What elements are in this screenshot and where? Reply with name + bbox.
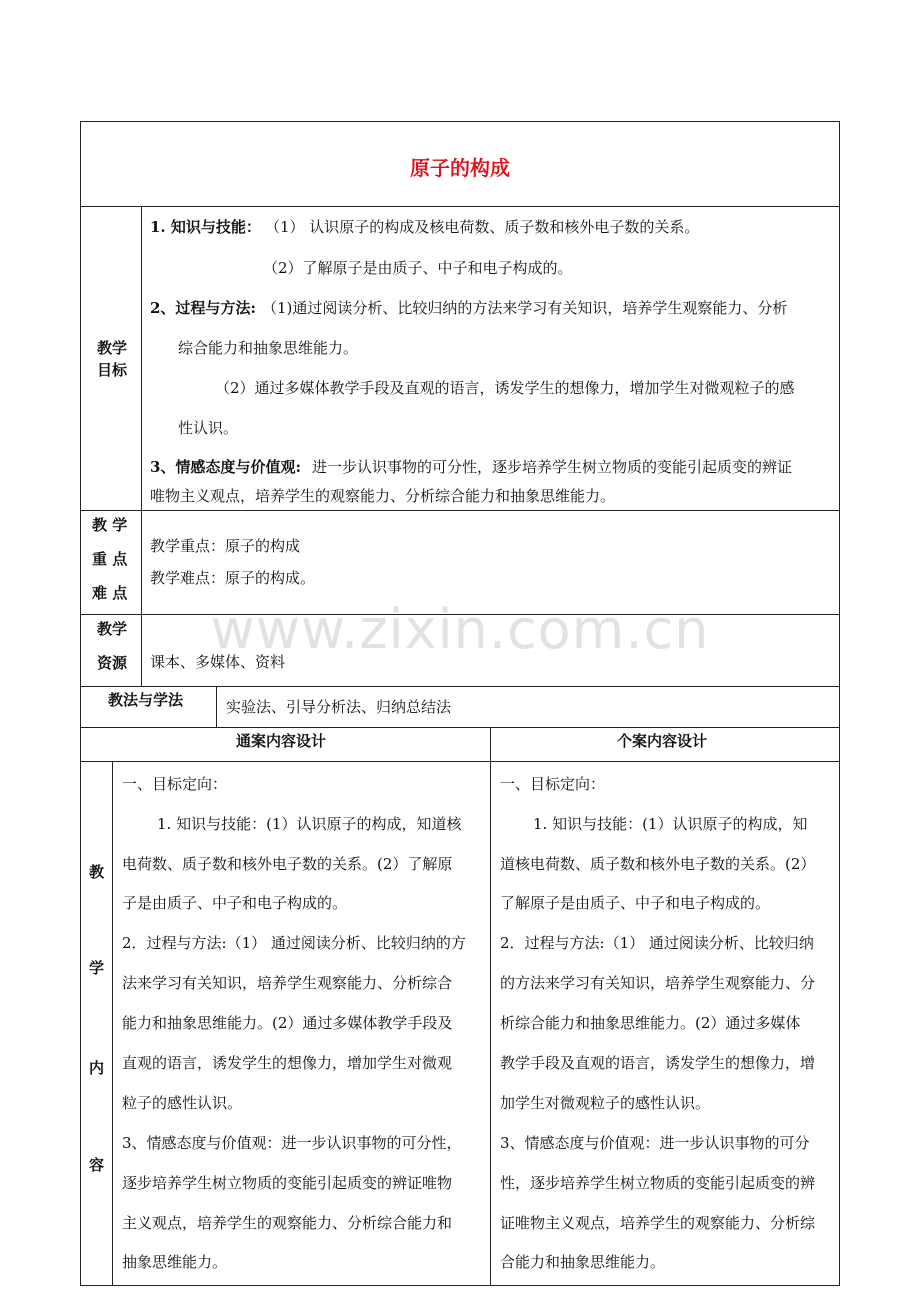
column-header-left: 通案内容设计: [236, 732, 327, 750]
right-line: 了解原子是由质子、中子和电子构成的。: [500, 894, 771, 912]
content-side-label: 学: [89, 959, 105, 977]
right-line: 析综合能力和抽象思维能力。(2）通过多媒体: [500, 1014, 801, 1032]
right-line: 1. 知识与技能：(1）认识原子的构成，知: [533, 815, 808, 833]
column-divider: [490, 727, 491, 1285]
right-line: 性，逐步培养学生树立物质的变能引起质变的辨: [500, 1174, 816, 1192]
difficult-point: 教学难点：原子的构成。: [150, 569, 316, 587]
goal-heading: 1. 知识与技能：: [150, 218, 261, 236]
right-line: 证唯物主义观点，培养学生的观察能力、分析综: [500, 1214, 816, 1232]
left-line: 逐步培养学生树立物质的变能引起质变的辨证唯物: [122, 1174, 453, 1192]
methods-label: 教法与学法: [108, 691, 184, 709]
goal-text: （1)通过阅读分析、比较归纳的方法来学习有关知识，培养学生观察能力、分析: [262, 299, 788, 317]
row-divider: [80, 761, 840, 762]
right-line: 合能力和抽象思维能力。: [500, 1253, 666, 1271]
row-divider: [80, 206, 840, 207]
right-line: 一、目标定向：: [500, 775, 606, 793]
right-line: 加学生对微观粒子的感性认识。: [500, 1094, 711, 1112]
goal-text: 唯物主义观点，培养学生的观察能力、分析综合能力和抽象思维能力。: [150, 487, 616, 505]
goal-text: （1） 认识原子的构成及核电荷数、质子数和核外电子数的关系。: [265, 218, 700, 236]
goal-text: （2）了解原子是由质子、中子和电子构成的。: [263, 259, 573, 277]
goal-heading: 2、过程与方法:: [150, 299, 256, 317]
column-divider: [112, 761, 113, 1285]
goal-heading: 3、情感态度与价值观:: [150, 458, 301, 476]
key-label: 重 点: [92, 550, 128, 568]
right-line: 道核电荷数、质子数和核外电子数的关系。(2）: [500, 855, 816, 873]
left-line: 主义观点，培养学生的观察能力、分析综合能力和: [122, 1214, 453, 1232]
content-side-label: 容: [89, 1156, 105, 1174]
methods-text: 实验法、引导分析法、归纳总结法: [226, 698, 452, 716]
right-line: 教学手段及直观的语言，诱发学生的想像力，增: [500, 1054, 816, 1072]
right-line: 的方法来学习有关知识，培养学生观察能力、分: [500, 974, 816, 992]
row-divider: [80, 510, 840, 511]
watermark: www.zixin.com.cn: [210, 598, 710, 661]
left-line: 抽象思维能力。: [122, 1253, 228, 1271]
left-line: 子是由质子、中子和电子构成的。: [122, 894, 348, 912]
right-line: 3、情感态度与价值观：进一步认识事物的可分: [500, 1134, 810, 1152]
goal-text: （2）通过多媒体教学手段及直观的语言，诱发学生的想像力，增加学生对微观粒子的感: [215, 379, 795, 397]
goal-text: 性认识。: [178, 419, 239, 437]
page-title: 原子的构成: [410, 156, 510, 180]
goals-label: 目标: [97, 361, 128, 379]
goal-text: 综合能力和抽象思维能力。: [178, 339, 359, 357]
left-line: 法来学习有关知识，培养学生观察能力、分析综合: [122, 974, 453, 992]
resources-label: 教学: [97, 620, 128, 638]
left-line: 1. 知识与技能：(1）认识原子的构成，知道核: [157, 815, 462, 833]
goals-label: 教学: [97, 339, 128, 357]
key-point: 教学重点：原子的构成: [150, 537, 301, 555]
row-divider: [80, 727, 840, 728]
content-side-label: 内: [89, 1059, 105, 1077]
left-line: 2．过程与方法:（1） 通过阅读分析、比较归纳的方: [122, 934, 466, 952]
resources-text: 课本、多媒体、资料: [150, 653, 286, 671]
left-line: 3、情感态度与价值观：进一步认识事物的可分性，: [122, 1134, 462, 1152]
key-label: 难 点: [92, 584, 128, 602]
right-line: 2．过程与方法:（1） 通过阅读分析、比较归纳: [500, 934, 814, 952]
resources-label: 资源: [97, 654, 128, 672]
goal-text: 进一步认识事物的可分性，逐步培养学生树立物质的变能引起质变的辨证: [312, 458, 793, 476]
key-label: 教 学: [92, 516, 128, 534]
content-side-label: 教: [89, 863, 105, 881]
row-divider: [80, 686, 840, 687]
left-line: 粒子的感性认识。: [122, 1094, 243, 1112]
column-header-right: 个案内容设计: [617, 732, 708, 750]
left-line: 能力和抽象思维能力。(2）通过多媒体教学手段及: [122, 1014, 453, 1032]
left-line: 电荷数、质子数和核外电子数的关系。(2）了解原: [122, 855, 453, 873]
left-line: 一、目标定向：: [122, 775, 228, 793]
left-line: 直观的语言，诱发学生的想像力，增加学生对微观: [122, 1054, 453, 1072]
column-divider: [216, 686, 217, 727]
